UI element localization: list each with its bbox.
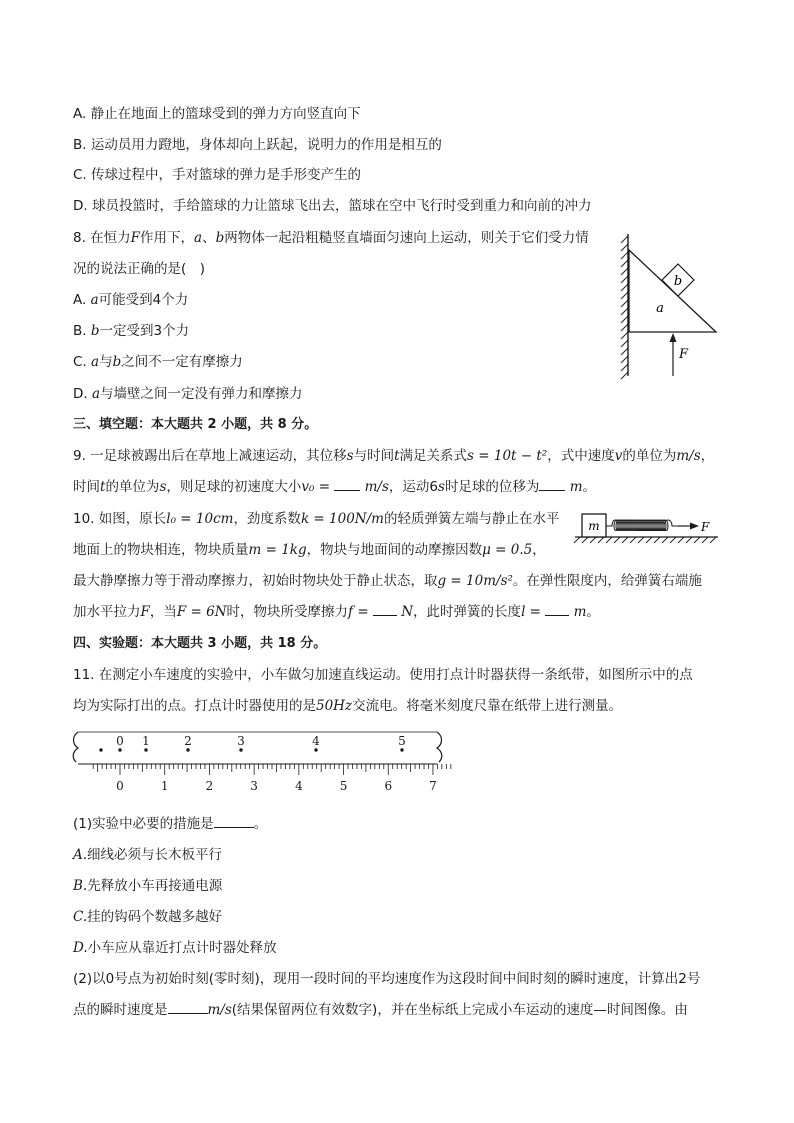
- tape-point-0: 0: [116, 734, 124, 748]
- q9-line1: 9. 一足球被踢出后在草地上减速运动，其位移s与时间t满足关系式s = 10t − t²，式中速度v的单位为m/s，: [73, 448, 715, 464]
- q8-label-a: a: [656, 301, 664, 316]
- ruler-label-5: 5: [339, 779, 348, 793]
- q10-label-m: m: [588, 519, 600, 533]
- q10-label-f: F: [701, 520, 710, 534]
- q10-line2: 地面上的物块相连，物块质量m = 1kg，物块与地面间的动摩擦因数μ = 0.5，: [73, 542, 546, 558]
- q10-line1: 10. 如图，原长l₀ = 10cm，劲度系数k = 100N/m的轻质弹簧左端与静止在水平: [73, 511, 560, 527]
- q8-option-c: C. a与b之间不一定有摩擦力: [73, 354, 243, 370]
- q10-block-spring-figure: [572, 506, 722, 546]
- q10-line3: 最大静摩擦力等于滑动摩擦力，初始时物块处于静止状态，取g = 10m/s²。在弹性限度内，给弹簧右端施: [73, 573, 702, 589]
- q10-line4: 加水平拉力F，当F = 6N时，物块所受摩擦力f = N，此时弹簧的长度l = m。: [73, 604, 600, 620]
- q11-option-a: A.细线必须与长木板平行: [73, 847, 223, 863]
- ruler-label-4: 4: [295, 779, 303, 793]
- q11-line2: 均为实际打出的点。打点计时器使用的是50Hz交流电。将毫米刻度尺靠在纸带上进行测量。: [73, 698, 623, 714]
- ruler-label-1: 1: [160, 779, 169, 793]
- q9-blank-1[interactable]: [334, 478, 360, 491]
- q11-option-d: D.小车应从靠近打点计时器处释放: [73, 940, 277, 956]
- q8-wall-wedge-figure: [615, 228, 725, 380]
- q11-sub2-line1: (2)以0号点为初始时刻(零时刻)，现用一段时间的平均速度作为这段时间中间时刻的瞬时速度，计算出2号: [73, 971, 701, 987]
- q9-line2: 时间t的单位为s，则足球的初速度大小v₀ = m/s，运动6s时足球的位移为 m。: [73, 479, 597, 495]
- q8-option-d: D. a与墙壁之间一定没有弹力和摩擦力: [73, 386, 303, 402]
- q11-tape-ruler-figure: [70, 728, 460, 798]
- q8-label-f: F: [679, 347, 689, 362]
- q11-sub1: (1)实验中必要的措施是 。: [73, 816, 268, 832]
- tape-point-4: 4: [312, 734, 320, 748]
- tape-point-1: 1: [142, 734, 150, 748]
- q10-blank-1[interactable]: [373, 603, 397, 616]
- q11-option-b: B.先释放小车再接通电源: [73, 878, 223, 894]
- section-4-heading: 四、实验题：本大题共 3 小题，共 18 分。: [73, 636, 327, 651]
- section-3-heading: 三、填空题：本大题共 2 小题，共 8 分。: [73, 417, 318, 432]
- q7-option-a: A. 静止在地面上的篮球受到的弹力方向竖直向下: [73, 106, 361, 122]
- q9-blank-2[interactable]: [539, 478, 565, 491]
- q11-blank-1[interactable]: [214, 815, 254, 828]
- q8-label-b: b: [673, 274, 683, 289]
- q8-option-a: A. a可能受到4个力: [73, 292, 189, 308]
- q10-blank-2[interactable]: [545, 603, 569, 616]
- ruler-label-7: 7: [429, 779, 437, 793]
- q8-stem-line2: 况的说法正确的是( ): [73, 261, 206, 277]
- q11-line1: 11. 在测定小车速度的实验中，小车做匀加速直线运动。使用打点计时器获得一条纸带，如图所示中的点: [73, 667, 693, 683]
- ruler-label-3: 3: [250, 779, 258, 793]
- q8-stem-line1: 8. 在恒力F作用下，a、b两物体一起沿粗糙竖直墙面匀速向上运动，则关于它们受力情: [73, 230, 589, 246]
- ruler-label-2: 2: [205, 779, 214, 793]
- q11-blank-2[interactable]: [168, 1001, 208, 1014]
- ruler-label-0: 0: [116, 779, 124, 793]
- q7-option-c: C. 传球过程中，手对篮球的弹力是手形变产生的: [73, 167, 362, 183]
- q11-sub2-line2: 点的瞬时速度是 m/s(结果保留两位有效数字)，并在坐标纸上完成小车运动的速度—时间图像。由: [73, 1002, 688, 1018]
- ruler-label-6: 6: [384, 779, 393, 793]
- q8-option-b: B. b一定受到3个力: [73, 323, 190, 339]
- q11-option-c: C.挂的钩码个数越多越好: [73, 909, 223, 925]
- tape-point-5: 5: [398, 734, 406, 748]
- tape-point-3: 3: [237, 734, 245, 748]
- tape-point-2: 2: [184, 734, 192, 748]
- q7-option-d: D. 球员投篮时，手给篮球的力让篮球飞出去，篮球在空中飞行时受到重力和向前的冲力: [73, 198, 592, 214]
- q7-option-b: B. 运动员用力蹬地，身体却向上跃起，说明力的作用是相互的: [73, 137, 442, 153]
